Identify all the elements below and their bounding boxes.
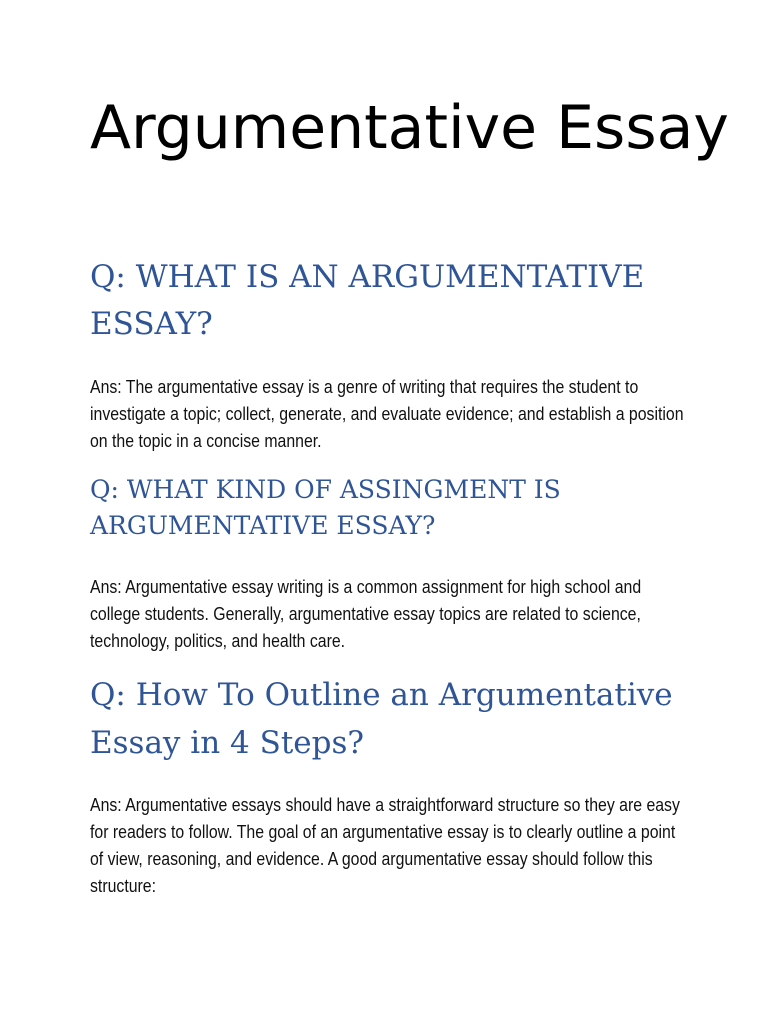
answer-paragraph-3: Ans: Argumentative essays should have a straightforward structure so they are easy for readers to follow. The goal of an argumentative essay is to clearly outline a point of view, reasoning, and evidence. A good argumentative essay should follow this structure:: [90, 795, 680, 896]
answer-paragraph-1: Ans: The argumentative essay is a genre of writing that requires the student to investigate a topic; collect, generate, and evaluate evidence; and establish a position on the topic in a concise manner.: [90, 377, 684, 451]
question-heading-1: Q: WHAT IS AN ARGUMENTATIVE ESSAY?: [90, 259, 645, 342]
question-heading-2: Q: WHAT KIND OF ASSINGMENT IS ARGUMENTATIVE ESSAY?: [90, 475, 561, 540]
document-title: Argumentative Essay: [90, 93, 729, 163]
question-heading-3: Q: How To Outline an Argumentative Essay in 4 Steps?: [90, 677, 673, 761]
answer-paragraph-2: Ans: Argumentative essay writing is a common assignment for high school and college students. Generally, argumentative essay topics are related to science, technology, politics, and health care.: [90, 577, 642, 651]
